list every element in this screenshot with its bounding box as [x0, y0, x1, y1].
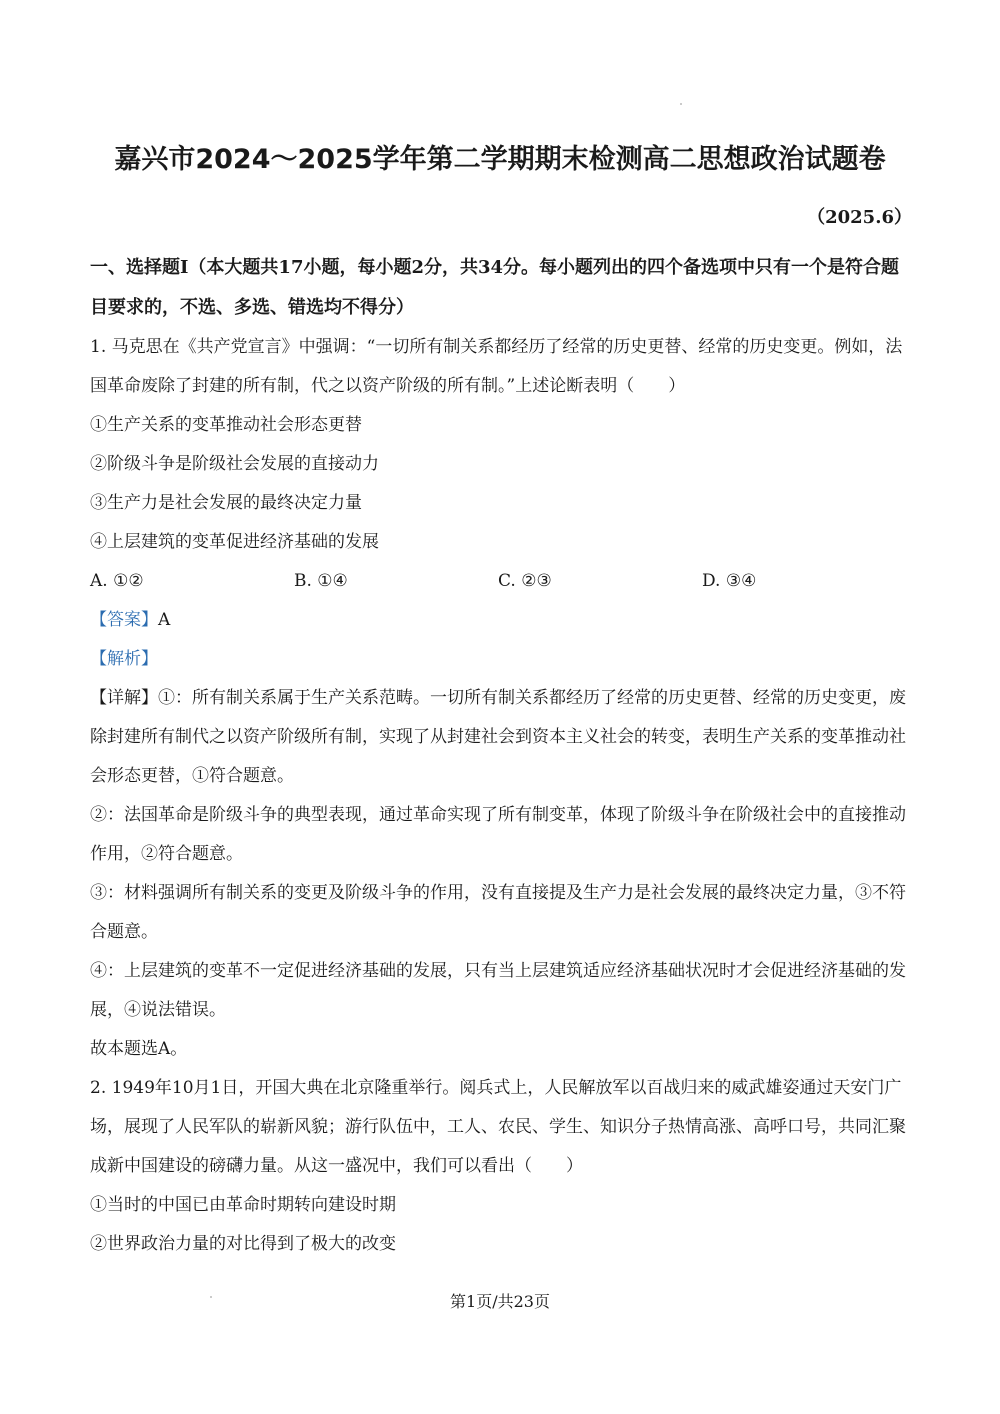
page-footer: 第1页/共23页 — [450, 1292, 550, 1311]
option-d: D. ③④ — [702, 571, 757, 591]
option-b: B. ①④ — [294, 571, 348, 591]
explanation-paragraph: ④：上层建筑的变革不一定促进经济基础的发展，只有当上层建筑适应经济基础状况时才会促进经济基础的发展，④说法错误。 — [90, 961, 906, 1020]
statement-item: ①当时的中国已由革命时期转向建设时期 — [90, 1195, 396, 1215]
statement-item: ①生产关系的变革推动社会形态更替 — [90, 415, 362, 435]
option-a: A. ①② — [90, 571, 144, 591]
statement-item: ④上层建筑的变革促进经济基础的发展 — [90, 532, 379, 552]
question-stem: 1. 马克思在《共产党宣言》中强调：“一切所有制关系都经历了经常的历史更替、经常的历史变更。例如，法国革命废除了封建的所有制，代之以资产阶级的所有制。”上述论断表明（ ） — [90, 337, 903, 396]
options-row — [90, 562, 915, 601]
statement-item: ②世界政治力量的对比得到了极大的改变 — [90, 1234, 396, 1254]
answer-line — [90, 601, 915, 640]
document-body — [90, 248, 915, 1264]
exam-date: （2025.6） — [807, 207, 912, 228]
page-title: 嘉兴市2024～2025学年第二学期期末检测高二思想政治试题卷 — [114, 144, 886, 175]
analysis-label: 【解析】 — [90, 649, 158, 669]
statement-item: ③生产力是社会发展的最终决定力量 — [90, 493, 362, 513]
statement-item: ②阶级斗争是阶级社会发展的直接动力 — [90, 454, 379, 474]
conclusion: 故本题选A。 — [90, 1039, 188, 1059]
scan-speck — [680, 103, 682, 105]
explanation-paragraph: ②：法国革命是阶级斗争的典型表现，通过革命实现了所有制变革，体现了阶级斗争在阶级社会中的直接推动作用，②符合题意。 — [90, 805, 906, 864]
explanation-paragraph: 【详解】①：所有制关系属于生产关系范畴。一切所有制关系都经历了经常的历史更替、经常的历史变更，废除封建所有制代之以资产阶级所有制，实现了从封建社会到资本主义社会的转变，表明生产关系的变革推动社会形态更替，①符合题意。 — [90, 688, 906, 786]
explanation-paragraph: ③：材料强调所有制关系的变更及阶级斗争的作用，没有直接提及生产力是社会发展的最终决定力量，③不符合题意。 — [90, 883, 906, 942]
answer-label: 【答案】 — [90, 610, 158, 630]
section-heading: 一、选择题Ⅰ（本大题共17小题，每小题2分，共34分。每小题列出的四个备选项中只有一个是符合题目要求的，不选、多选、错选均不得分） — [90, 257, 900, 318]
option-c: C. ②③ — [498, 571, 552, 591]
question-stem: 2. 1949年10月1日，开国大典在北京隆重举行。阅兵式上，人民解放军以百战归来的威武雄姿通过天安门广场，展现了人民军队的崭新风貌；游行队伍中，工人、农民、学生、知识分子热情高涨、高呼口号，共同汇聚成新中国建设的磅礴力量。从这一盛况中，我们可以看出（ ） — [90, 1078, 906, 1176]
question-1 — [90, 328, 915, 1069]
answer-value: A — [158, 610, 171, 630]
question-2 — [90, 1069, 915, 1264]
